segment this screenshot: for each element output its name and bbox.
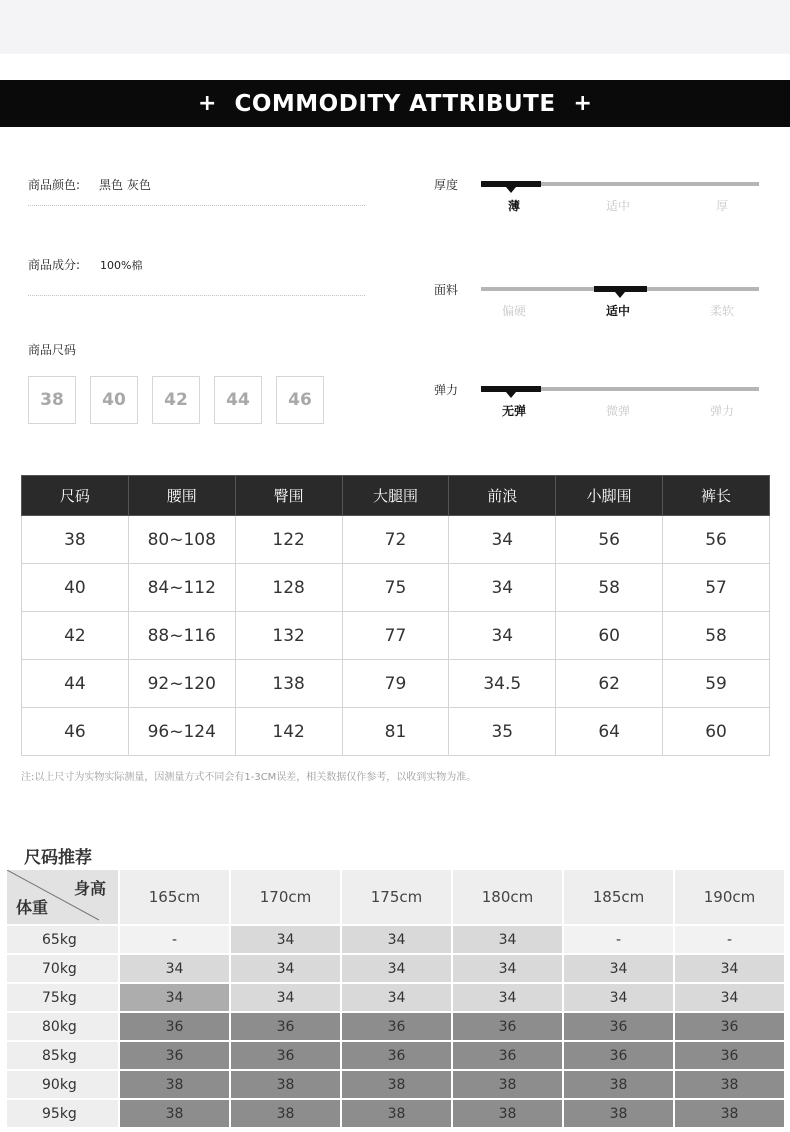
rec-row bbox=[7, 1071, 784, 1098]
rec-cell: - bbox=[564, 926, 673, 953]
weight-label: 75kg bbox=[7, 984, 118, 1011]
height-180: 180cm bbox=[453, 870, 562, 924]
rec-cell: 34 bbox=[120, 984, 229, 1011]
rec-cell: 34 bbox=[453, 926, 562, 953]
table-cell: 46 bbox=[22, 708, 129, 756]
table-cell: 128 bbox=[235, 564, 342, 612]
rec-cell: 36 bbox=[231, 1042, 340, 1069]
elasticity-option-none: 无弹 bbox=[501, 404, 526, 418]
weight-label: 85kg bbox=[7, 1042, 118, 1069]
thickness-track bbox=[481, 182, 759, 186]
rec-cell: 36 bbox=[564, 1042, 673, 1069]
table-cell: 60 bbox=[556, 612, 663, 660]
size-option-42[interactable]: 42 bbox=[152, 376, 200, 424]
table-cell: 34 bbox=[449, 516, 556, 564]
rec-body bbox=[7, 926, 784, 1127]
rec-cell: 38 bbox=[120, 1071, 229, 1098]
header-hip: 臀围 bbox=[235, 476, 342, 516]
height-190: 190cm bbox=[675, 870, 784, 924]
table-cell: 34 bbox=[449, 564, 556, 612]
table-cell: 57 bbox=[663, 564, 770, 612]
table-cell: 42 bbox=[22, 612, 129, 660]
size-option-44[interactable]: 44 bbox=[214, 376, 262, 424]
rec-row bbox=[7, 926, 784, 953]
size-label: 商品尺码 bbox=[28, 343, 77, 357]
weight-label: 95kg bbox=[7, 1100, 118, 1127]
top-fade-band bbox=[0, 0, 790, 54]
weight-label: 70kg bbox=[7, 955, 118, 982]
size-option-40[interactable]: 40 bbox=[90, 376, 138, 424]
rec-cell: 34 bbox=[453, 984, 562, 1011]
size-recommendation-title: 尺码推荐 bbox=[24, 848, 92, 868]
table-cell: 40 bbox=[22, 564, 129, 612]
rec-cell: 36 bbox=[342, 1042, 451, 1069]
rec-cell: 36 bbox=[675, 1042, 784, 1069]
table-cell: 58 bbox=[663, 612, 770, 660]
weight-label: 90kg bbox=[7, 1071, 118, 1098]
table-row bbox=[22, 612, 770, 660]
table-cell: 35 bbox=[449, 708, 556, 756]
elasticity-indicator bbox=[481, 386, 541, 392]
rec-cell: 38 bbox=[120, 1100, 229, 1127]
table-cell: 60 bbox=[663, 708, 770, 756]
rec-cell: 36 bbox=[564, 1013, 673, 1040]
rec-header-row bbox=[7, 870, 784, 924]
divider bbox=[28, 205, 365, 206]
table-cell: 88~116 bbox=[128, 612, 235, 660]
rec-row bbox=[7, 955, 784, 982]
weight-label: 80kg bbox=[7, 1013, 118, 1040]
table-cell: 34 bbox=[449, 612, 556, 660]
table-cell: 79 bbox=[342, 660, 449, 708]
table-row bbox=[22, 564, 770, 612]
header-thigh: 大腿围 bbox=[342, 476, 449, 516]
table-cell: 80~108 bbox=[128, 516, 235, 564]
rec-cell: - bbox=[120, 926, 229, 953]
table-row bbox=[22, 708, 770, 756]
rec-row bbox=[7, 1013, 784, 1040]
thickness-option-thick: 厚 bbox=[715, 199, 728, 213]
rec-cell: 34 bbox=[675, 955, 784, 982]
table-row bbox=[22, 660, 770, 708]
elasticity-option-slight: 微弹 bbox=[605, 404, 630, 418]
table-cell: 59 bbox=[663, 660, 770, 708]
rec-row bbox=[7, 1100, 784, 1127]
rec-cell: 38 bbox=[231, 1071, 340, 1098]
rec-cell: 34 bbox=[342, 955, 451, 982]
rec-cell: 38 bbox=[453, 1100, 562, 1127]
table-cell: 142 bbox=[235, 708, 342, 756]
thickness-option-thin: 薄 bbox=[507, 199, 520, 213]
size-chart-table bbox=[21, 475, 770, 756]
thickness-indicator bbox=[481, 181, 541, 187]
table-cell: 72 bbox=[342, 516, 449, 564]
table-cell: 58 bbox=[556, 564, 663, 612]
rec-cell: 38 bbox=[342, 1100, 451, 1127]
weight-label: 65kg bbox=[7, 926, 118, 953]
material-value: 100%棉 bbox=[100, 259, 143, 272]
table-cell: 34.5 bbox=[449, 660, 556, 708]
thickness-label: 厚度 bbox=[434, 178, 459, 192]
rec-cell: 38 bbox=[453, 1071, 562, 1098]
table-cell: 56 bbox=[663, 516, 770, 564]
table-header-row bbox=[22, 476, 770, 516]
rec-cell: 34 bbox=[564, 984, 673, 1011]
rec-cell: 36 bbox=[120, 1013, 229, 1040]
rec-cell: 36 bbox=[453, 1013, 562, 1040]
fabric-option-soft: 柔软 bbox=[709, 304, 734, 318]
table-row bbox=[22, 516, 770, 564]
fabric-indicator bbox=[594, 286, 647, 292]
elasticity-option-stretch: 弹力 bbox=[709, 404, 734, 418]
rec-cell: 38 bbox=[564, 1100, 673, 1127]
rec-cell: 34 bbox=[231, 926, 340, 953]
table-cell: 75 bbox=[342, 564, 449, 612]
table-cell: 92~120 bbox=[128, 660, 235, 708]
table-cell: 132 bbox=[235, 612, 342, 660]
corner-height-label: 身高 bbox=[73, 879, 106, 898]
height-185: 185cm bbox=[564, 870, 673, 924]
rec-cell: 36 bbox=[453, 1042, 562, 1069]
plus-icon-left: + bbox=[198, 91, 217, 116]
rec-cell: 34 bbox=[120, 955, 229, 982]
rec-cell: 36 bbox=[675, 1013, 784, 1040]
table-cell: 138 bbox=[235, 660, 342, 708]
rec-cell: 36 bbox=[120, 1042, 229, 1069]
plus-icon-right: + bbox=[573, 91, 592, 116]
rec-cell: 38 bbox=[564, 1071, 673, 1098]
commodity-attribute-banner bbox=[0, 80, 790, 127]
thickness-option-medium: 适中 bbox=[605, 199, 630, 213]
material-label: 商品成分: bbox=[28, 258, 81, 272]
table-cell: 96~124 bbox=[128, 708, 235, 756]
table-cell: 77 bbox=[342, 612, 449, 660]
measurement-note: 注:以上尺寸为实物实际测量，因测量方式不同会有1-3CM误差，相关数据仅作参考，以收到实物为准。 bbox=[21, 772, 477, 783]
table-cell: 84~112 bbox=[128, 564, 235, 612]
fabric-option-stiff: 偏硬 bbox=[501, 304, 526, 318]
elasticity-label: 弹力 bbox=[434, 383, 459, 397]
size-option-46[interactable]: 46 bbox=[276, 376, 324, 424]
table-cell: 64 bbox=[556, 708, 663, 756]
rec-row bbox=[7, 984, 784, 1011]
rec-cell: 38 bbox=[675, 1071, 784, 1098]
rec-cell: 34 bbox=[231, 955, 340, 982]
rec-cell: 34 bbox=[231, 984, 340, 1011]
rec-cell: - bbox=[675, 926, 784, 953]
fabric-label: 面料 bbox=[434, 283, 459, 297]
banner-title: COMMODITY ATTRIBUTE bbox=[234, 90, 556, 117]
pointer-icon bbox=[506, 187, 516, 193]
height-170: 170cm bbox=[231, 870, 340, 924]
rec-cell: 34 bbox=[342, 926, 451, 953]
rec-cell: 34 bbox=[453, 955, 562, 982]
table-cell: 81 bbox=[342, 708, 449, 756]
rec-cell: 36 bbox=[342, 1013, 451, 1040]
size-option-38[interactable]: 38 bbox=[28, 376, 76, 424]
table-cell: 122 bbox=[235, 516, 342, 564]
pointer-icon bbox=[615, 292, 625, 298]
rec-cell: 38 bbox=[675, 1100, 784, 1127]
size-recommendation-table bbox=[5, 868, 786, 1129]
header-leg-opening: 小脚围 bbox=[556, 476, 663, 516]
rec-cell: 38 bbox=[231, 1100, 340, 1127]
color-label: 商品颜色: bbox=[28, 178, 81, 192]
header-length: 裤长 bbox=[663, 476, 770, 516]
rec-cell: 38 bbox=[342, 1071, 451, 1098]
color-value: 黑色 灰色 bbox=[99, 178, 151, 192]
rec-cell: 34 bbox=[342, 984, 451, 1011]
divider bbox=[28, 295, 365, 296]
table-cell: 38 bbox=[22, 516, 129, 564]
table-cell: 62 bbox=[556, 660, 663, 708]
elasticity-track bbox=[481, 387, 759, 391]
table-cell: 56 bbox=[556, 516, 663, 564]
header-size: 尺码 bbox=[22, 476, 129, 516]
header-front-rise: 前浪 bbox=[449, 476, 556, 516]
rec-cell: 34 bbox=[675, 984, 784, 1011]
rec-cell: 36 bbox=[231, 1013, 340, 1040]
rec-row bbox=[7, 1042, 784, 1069]
header-waist: 腰围 bbox=[128, 476, 235, 516]
rec-cell: 34 bbox=[564, 955, 673, 982]
height-175: 175cm bbox=[342, 870, 451, 924]
corner-weight-label: 体重 bbox=[16, 898, 49, 917]
table-cell: 44 bbox=[22, 660, 129, 708]
fabric-track bbox=[481, 287, 759, 291]
pointer-icon bbox=[506, 392, 516, 398]
fabric-option-medium: 适中 bbox=[605, 304, 630, 318]
corner-header bbox=[7, 870, 118, 924]
height-165: 165cm bbox=[120, 870, 229, 924]
